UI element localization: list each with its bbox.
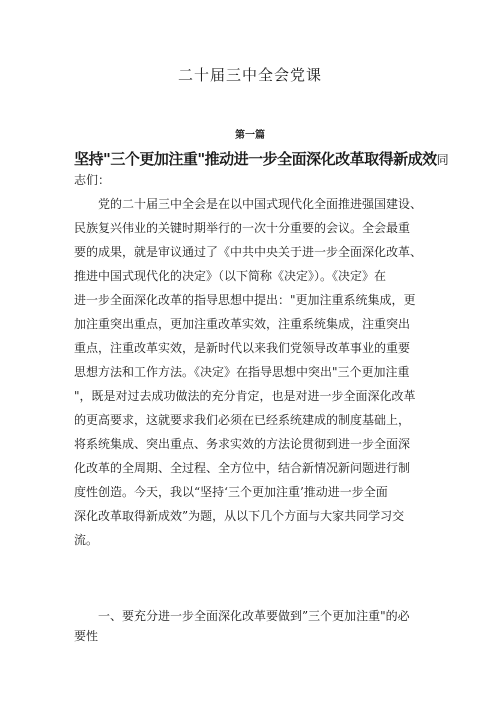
paragraph-line: 要的成果，就是审议通过了《中共中央关于进一步全面深化改革、	[74, 245, 423, 259]
paragraph-line: 的更高要求，这就要求我们必须在已经系统建成的制度基础上，	[74, 413, 411, 427]
salutation: 志们：	[74, 173, 111, 187]
chapter-label: 第一篇	[235, 130, 265, 141]
headline-bold-text: 坚持"三个更加注重"推动进一步全面深化改革取得新成效	[74, 150, 437, 168]
paragraph-line: 度性创造。今天，我以“坚持‘三个更加注重’推动进一步全面	[74, 485, 388, 499]
paragraph-line: 重点，注重改革实效，是新时代以来我们党领导改革事业的重要	[74, 341, 411, 355]
section-heading-line: 要性	[74, 629, 99, 643]
headline-tail-text: 同	[436, 153, 449, 167]
paragraph-line: 党的二十届三中全会是在以中国式现代化全面推进强国建设、	[98, 197, 423, 211]
article-headline	[74, 148, 449, 169]
paragraph-line: 思想方法和工作方法。《决定》在指导思想中突出"三个更加注重	[74, 365, 410, 379]
paragraph-line: 民族复兴伟业的关键时期举行的一次十分重要的会议。全会最重	[74, 221, 411, 235]
paragraph-line: 加注重突出重点，更加注重改革实效，注重系统集成，注重突出	[74, 317, 411, 331]
paragraph-line: 将系统集成、突出重点、务求实效的方法论贯彻到进一步全面深	[74, 437, 411, 451]
paragraph-line: 进一步全面深化改革的指导思想中提出："更加注重系统集成，更	[74, 293, 416, 307]
section-heading-line: 一、要充分进一步全面深化改革要做到”三个更加注重"的必	[98, 609, 410, 623]
paragraph-line: 流。	[74, 533, 99, 547]
paragraph-line: "，既是对过去成功做法的充分肯定，也是对进一步全面深化改革	[74, 389, 416, 403]
paragraph-line: 深化改革取得新成效”为题，从以下几个方面与大家共同学习交	[74, 509, 405, 523]
paragraph-line: 化改革的全周期、全过程、全方位中，结合新情况新问题进行制	[74, 461, 411, 475]
document-title: 二十届三中全会党课	[177, 66, 322, 84]
section-heading	[74, 606, 434, 646]
body-text	[74, 168, 434, 552]
paragraph-line: 推进中国式现代化的决定》（以下简称《决定》）。《决定》在	[74, 269, 387, 283]
